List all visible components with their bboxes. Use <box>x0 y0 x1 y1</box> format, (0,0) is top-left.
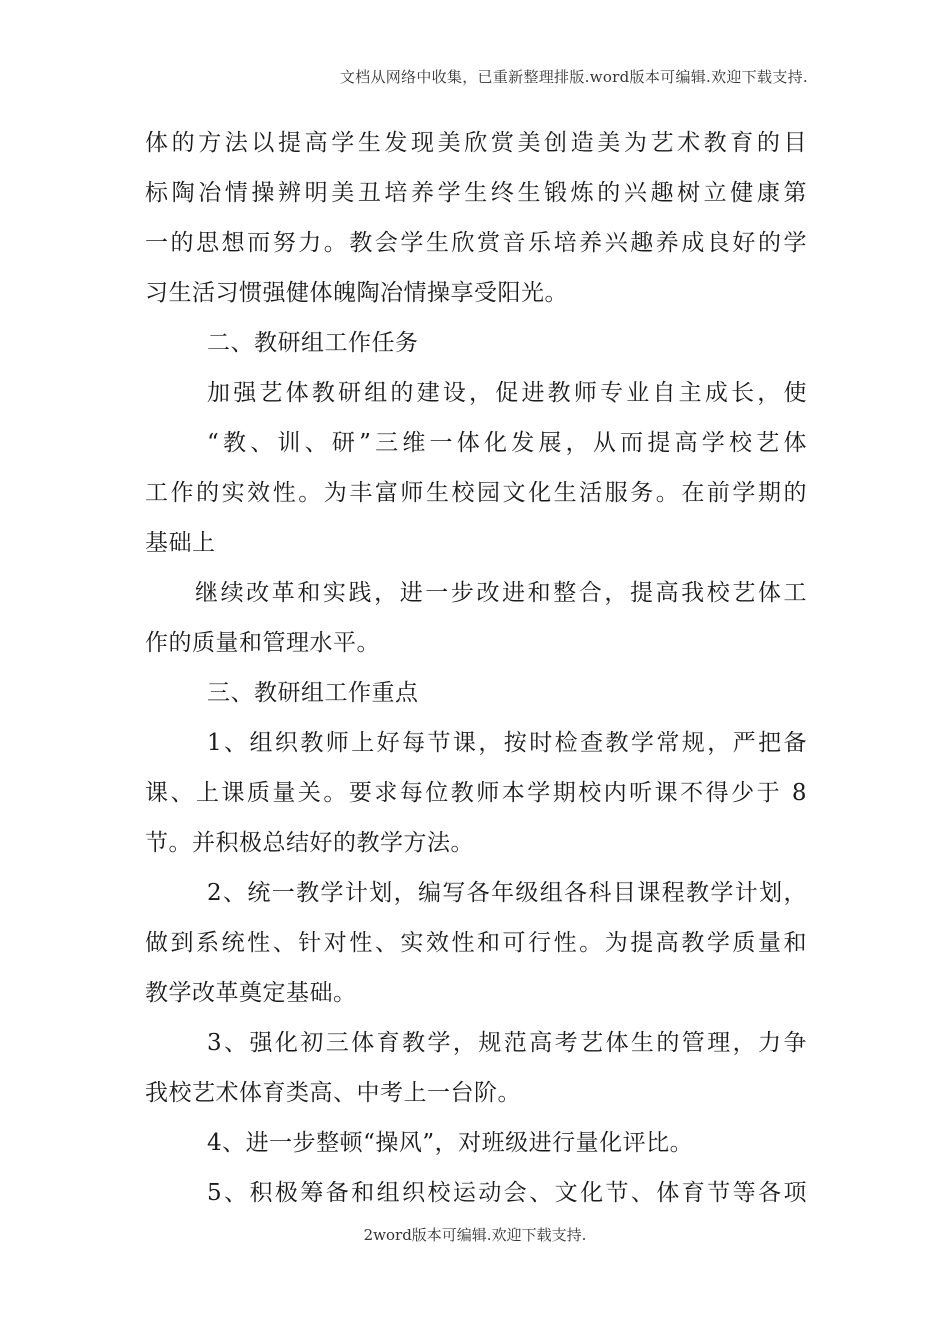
list-item-line: 3、强化初三体育教学，规范高考艺体生的管理，力争 <box>207 1030 807 1056</box>
footer-note: 2word版本可编辑.欢迎下载支持. <box>363 1226 587 1244</box>
paragraph-line: 标陶冶情操辨明美丑培养学生终生锻炼的兴趣树立健康第 <box>145 180 807 206</box>
list-item-line: 课、上课质量关。要求每位教师本学期校内听课不得少于 8 <box>145 780 807 806</box>
list-item-line: 做到系统性、针对性、实效性和可行性。为提高教学质量和 <box>145 930 807 956</box>
list-item-line: 教学改革奠定基础。 <box>145 980 357 1006</box>
list-item-line: 我校艺术体育类高、中考上一台阶。 <box>145 1080 521 1106</box>
paragraph-line: 继续改革和实践，进一步改进和整合，提高我校艺体工 <box>195 580 807 606</box>
paragraph-line: “教、训、研”三维一体化发展，从而提高学校艺体 <box>207 430 807 456</box>
paragraph-line: 工作的实效性。为丰富师生校园文化生活服务。在前学期的 <box>145 480 807 506</box>
paragraph-line: 作的质量和管理水平。 <box>145 630 380 656</box>
list-item-line: 4、进一步整顿“操风”，对班级进行量化评比。 <box>207 1130 694 1156</box>
paragraph-line: 基础上 <box>145 530 216 556</box>
paragraph-line: 一的思想而努力。教会学生欣赏音乐培养兴趣养成良好的学 <box>145 230 807 256</box>
paragraph-line: 体的方法以提高学生发现美欣赏美创造美为艺术教育的目 <box>145 130 807 156</box>
section-heading: 三、教研组工作重点 <box>207 680 419 706</box>
list-item-line: 1、组织教师上好每节课，按时检查教学常规，严把备 <box>207 730 807 756</box>
section-heading: 二、教研组工作任务 <box>207 330 419 356</box>
header-note: 文档从网络中收集，已重新整理排版.word版本可编辑.欢迎下载支持. <box>339 68 808 86</box>
document-body <box>145 118 807 1218</box>
paragraph-line: 习生活习惯强健体魄陶冶情操享受阳光。 <box>145 280 568 306</box>
list-item-line: 5、积极筹备和组织校运动会、文化节、体育节等各项 <box>207 1180 807 1206</box>
list-item-line: 节。并积极总结好的教学方法。 <box>145 830 474 856</box>
list-item-line: 2、统一教学计划，编写各年级组各科目课程教学计划， <box>207 880 807 906</box>
paragraph-line: 加强艺体教研组的建设，促进教师专业自主成长，使 <box>207 380 807 406</box>
